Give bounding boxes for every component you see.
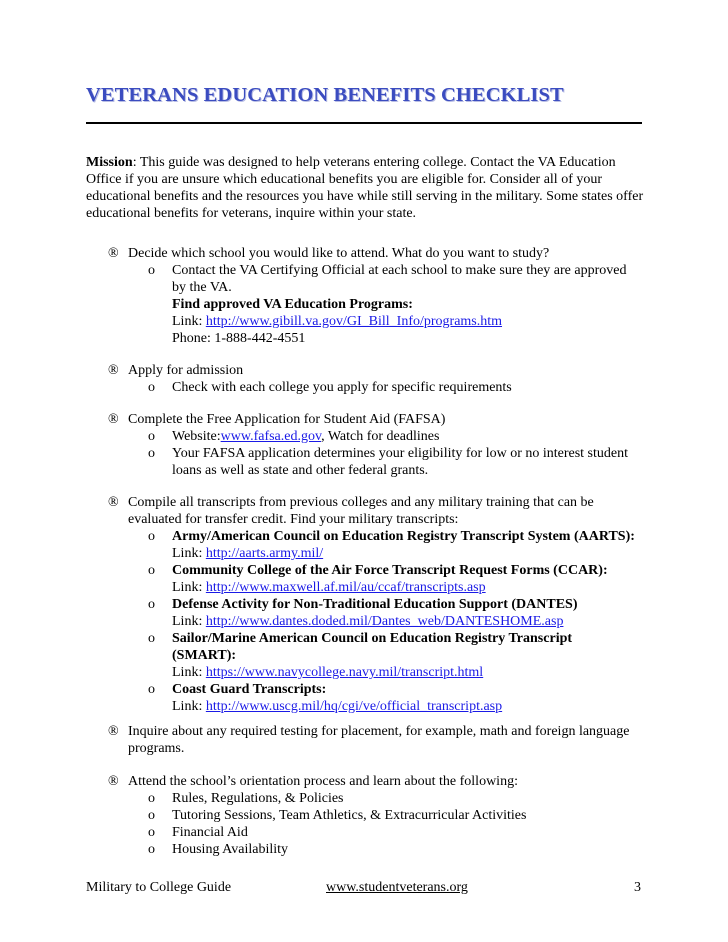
- programs-link-line: [172, 313, 502, 330]
- checklist-item-continued: programs.: [128, 741, 185, 756]
- link-label: Link:: [172, 580, 206, 595]
- aarts-link[interactable]: http://aarts.army.mil/: [205, 546, 324, 561]
- registered-bullet-icon: ®: [108, 246, 119, 261]
- registered-bullet-icon: ®: [108, 724, 119, 739]
- checklist-item-text: Attend the school’s orientation process and learn about the following:: [128, 774, 518, 789]
- footer-page-number: 3: [634, 880, 641, 895]
- va-phone: Phone: 1-888-442-4551: [172, 331, 306, 346]
- sub-bullet-icon: o: [148, 682, 155, 697]
- uscg-link[interactable]: http://www.uscg.mil/hq/cgi/ve/official_transcript.asp: [205, 699, 503, 714]
- mission-paragraph: [86, 154, 646, 222]
- transcript-name: Community College of the Air Force Transcript Request Forms (CCAR):: [172, 563, 608, 578]
- checklist-item-text: Complete the Free Application for Student Aid (FAFSA): [128, 412, 446, 427]
- sub-bullet-icon: o: [148, 842, 155, 857]
- smart-link[interactable]: https://www.navycollege.navy.mil/transcript.html: [205, 665, 484, 680]
- checklist-item-continued: evaluated for transfer credit. Find your military transcripts:: [128, 512, 459, 527]
- sub-bullet-icon: o: [148, 597, 155, 612]
- transcript-link-line: [172, 545, 323, 562]
- programs-heading: Find approved VA Education Programs:: [172, 297, 413, 312]
- sub-bullet-icon: o: [148, 446, 155, 461]
- transcript-link-line: [172, 698, 502, 715]
- transcript-name: Coast Guard Transcripts:: [172, 682, 327, 697]
- ccaf-link[interactable]: http://www.maxwell.af.mil/au/ccaf/transcripts.asp: [205, 580, 486, 595]
- title-rule: [86, 122, 642, 124]
- sub-bullet-icon: o: [148, 529, 155, 544]
- registered-bullet-icon: ®: [108, 363, 119, 378]
- sub-bullet-icon: o: [148, 429, 155, 444]
- sub-bullet-icon: o: [148, 563, 155, 578]
- link-label: Link:: [172, 665, 206, 680]
- transcript-link-line: [172, 613, 563, 630]
- transcript-link-line: [172, 579, 486, 596]
- checklist-item-text: Decide which school you would like to attend. What do you want to study?: [128, 246, 550, 261]
- sub-item-text: Your FAFSA application determines your eligibility for low or no interest student: [172, 446, 628, 461]
- sub-item-text: Check with each college you apply for specific requirements: [172, 380, 512, 395]
- transcript-name: Sailor/Marine American Council on Education Registry Transcript: [172, 631, 573, 646]
- link-label: Link:: [172, 314, 206, 329]
- link-label: Link:: [172, 546, 206, 561]
- registered-bullet-icon: ®: [108, 495, 119, 510]
- sub-bullet-icon: o: [148, 263, 155, 278]
- sub-item-text: Financial Aid: [172, 825, 248, 840]
- transcript-name: Defense Activity for Non-Traditional Education Support (DANTES): [172, 597, 578, 612]
- sub-item-text: Rules, Regulations, & Policies: [172, 791, 344, 806]
- mission-label: Mission: [86, 155, 133, 170]
- sub-item-text: Tutoring Sessions, Team Athletics, & Extracurricular Activities: [172, 808, 527, 823]
- sub-item-continued: loans as well as state and other federal grants.: [172, 463, 429, 478]
- sub-bullet-icon: o: [148, 380, 155, 395]
- link-label: Link:: [172, 614, 206, 629]
- transcript-name-continued: (SMART):: [172, 648, 237, 663]
- mission-text: : This guide was designed to help veterans entering college. Contact the VA Education Office if you are unsure which educational benefits you are eligible for. Consider all of your educational benefits and the resources you have while still serving in the military. Some states offer educational benefits for veterans, inquire within your state.: [86, 155, 644, 221]
- sub-bullet-icon: o: [148, 631, 155, 646]
- sub-item-continued: by the VA.: [172, 280, 232, 295]
- fafsa-link[interactable]: www.fafsa.ed.gov: [220, 429, 322, 444]
- gibill-programs-link[interactable]: http://www.gibill.va.gov/GI_Bill_Info/programs.htm: [205, 314, 503, 329]
- checklist-item-text: Compile all transcripts from previous colleges and any military training that can be: [128, 495, 594, 510]
- page-title: VETERANS EDUCATION BENEFITS CHECKLIST: [86, 84, 564, 106]
- deadline-note: , Watch for deadlines: [321, 429, 440, 444]
- footer-website-link[interactable]: www.studentveterans.org: [326, 880, 468, 895]
- footer-guide-title: Military to College Guide: [86, 880, 232, 895]
- dantes-link[interactable]: http://www.dantes.doded.mil/Dantes_web/DANTESHOME.asp: [205, 614, 564, 629]
- registered-bullet-icon: ®: [108, 774, 119, 789]
- checklist-item-text: Apply for admission: [128, 363, 244, 378]
- sub-item-text: Contact the VA Certifying Official at each school to make sure they are approved: [172, 263, 627, 278]
- website-label: Website:: [172, 429, 221, 444]
- link-label: Link:: [172, 699, 206, 714]
- sub-item-text: [172, 428, 648, 445]
- checklist-item-text: Inquire about any required testing for placement, for example, math and foreign language: [128, 724, 630, 739]
- sub-item-text: Housing Availability: [172, 842, 289, 857]
- transcript-name: Army/American Council on Education Registry Transcript System (AARTS):: [172, 529, 635, 544]
- transcript-link-line: [172, 664, 483, 681]
- registered-bullet-icon: ®: [108, 412, 119, 427]
- footer-website: [326, 879, 468, 896]
- sub-bullet-icon: o: [148, 825, 155, 840]
- sub-bullet-icon: o: [148, 808, 155, 823]
- sub-bullet-icon: o: [148, 791, 155, 806]
